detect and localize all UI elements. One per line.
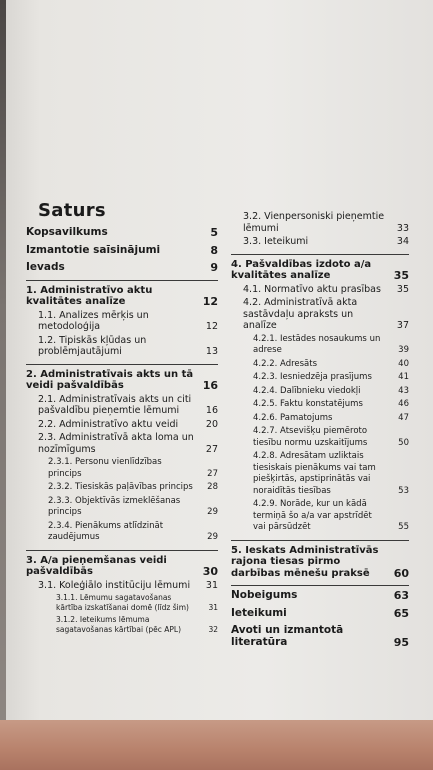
toc-entry-page: 31 — [208, 603, 218, 612]
toc-entry-page: 35 — [393, 269, 409, 282]
toc-entry-title: 2.3.3. Objektīvās izmeklēšanas princips — [48, 495, 181, 517]
toc-entry[interactable] — [26, 555, 218, 578]
toc-entry[interactable] — [26, 580, 218, 592]
toc-left-list — [26, 227, 218, 635]
toc-entry-page: 60 — [393, 566, 409, 580]
toc-entry-page: 39 — [398, 345, 409, 355]
toc-entry-title: 3.1. Koleģiālo institūciju lēmumi — [38, 579, 191, 591]
toc-entry-title: 4. Pašvaldības izdoto a/a kvalitātes analīze — [231, 258, 372, 281]
toc-entry-title: 5. Ieskats Administratīvās rajona tiesas pirmo darbības mēnešu praksē — [231, 544, 379, 579]
toc-entry-page: 32 — [208, 625, 218, 634]
toc-entry[interactable] — [26, 482, 218, 494]
toc-entry-page: 28 — [207, 482, 218, 492]
toc-entry-title: 3.1.1. Lēmumu sagatavošanas kārtība izskatīšanai domē (līdz šim) — [56, 593, 189, 612]
toc-entry[interactable] — [26, 310, 218, 333]
toc-entry-title: 2.3. Administratīvā akta loma un nozīmīgums — [38, 432, 194, 455]
toc-entry[interactable] — [26, 335, 218, 358]
toc-entry-page: 50 — [398, 437, 409, 448]
toc-entry-title: Ieteikumi — [231, 606, 287, 619]
toc-entry-title: 3. A/a pieņemšanas veidi pašvaldībās — [26, 554, 167, 577]
toc-entry-title: 1. Administratīvo aktu kvalitātes analīze — [26, 284, 153, 307]
toc-entry-page: 41 — [398, 372, 409, 382]
toc-entry-title: 4.2.9. Norāde, kur un kādā termiņā šo a/a var apstrīdēt vai pārsūdzēt — [253, 499, 372, 532]
toc-entry[interactable] — [231, 284, 409, 296]
toc-entry-title: Kopsavilkums — [26, 226, 108, 238]
toc-entry-title: 2.3.4. Pienākums atlīdzināt zaudējumus — [48, 520, 164, 542]
toc-entry-title: 4.2.8. Adresātam uzliktais tiesiskais pienākums vai tam piešķirtās, apstiprinātās vai noraidītās tiesības — [253, 451, 376, 496]
section-divider — [26, 550, 218, 551]
toc-entry-page: 29 — [207, 507, 218, 517]
toc-entry-page: 27 — [205, 443, 218, 455]
toc-entry-page: 12 — [202, 295, 218, 308]
toc-entry-title: 2. Administratīvais akts un tā veidi pašvaldībās — [26, 368, 194, 391]
toc-entry-page: 53 — [398, 485, 409, 496]
toc-entry-page: 47 — [398, 412, 409, 423]
toc-entry-title: 4.2.3. Iesniedzēja prasījums — [253, 372, 372, 382]
toc-entry-page: 63 — [393, 589, 409, 602]
toc-entry-title: Ievads — [26, 261, 65, 273]
toc-entry[interactable] — [231, 359, 409, 371]
toc-entry-page: 40 — [398, 358, 409, 369]
toc-entry-page: 30 — [202, 565, 218, 578]
toc-entry[interactable] — [231, 259, 409, 282]
toc-entry[interactable] — [231, 499, 409, 534]
toc-entry[interactable] — [26, 615, 218, 635]
toc-entry[interactable] — [231, 451, 409, 497]
toc-entry[interactable] — [231, 334, 409, 357]
toc-entry[interactable] — [231, 413, 409, 425]
toc-entry-title: 1.2. Tipiskās kļūdas un problēmjautājumi — [38, 334, 147, 357]
toc-entry-title: 4.2.6. Pamatojums — [253, 412, 333, 423]
section-divider — [231, 254, 409, 255]
toc-entry-page: 13 — [205, 346, 218, 357]
toc-entry-page: 34 — [396, 236, 409, 247]
toc-entry-title: Avoti un izmantotā literatūra — [231, 624, 344, 648]
toc-entry-page: 95 — [393, 635, 409, 649]
toc-entry[interactable] — [26, 496, 218, 519]
section-divider — [26, 280, 218, 281]
toc-entry-title: Izmantotie saīsinājumi — [26, 243, 161, 256]
toc-entry[interactable] — [26, 432, 218, 455]
thumb — [0, 720, 433, 770]
toc-entry[interactable] — [231, 608, 409, 620]
toc-entry-title: 3.3. Ieteikumi — [243, 236, 309, 247]
toc-entry[interactable] — [231, 399, 409, 411]
toc-entry[interactable] — [26, 245, 218, 257]
toc-entry[interactable] — [26, 262, 218, 274]
toc-entry-title: 4.2.4. Dalībnieku viedokļi — [253, 385, 361, 396]
toc-entry-title: 2.3.1. Personu vienlīdzības princips — [48, 457, 162, 479]
toc-entry-page: 31 — [205, 579, 218, 591]
toc-entry-page: 35 — [396, 283, 409, 295]
toc-entry-page: 12 — [205, 321, 218, 332]
toc-entry[interactable] — [26, 457, 218, 480]
toc-entry[interactable] — [26, 521, 218, 544]
toc-entry-page: 29 — [207, 532, 218, 542]
toc-entry[interactable] — [231, 297, 409, 332]
toc-entry-title: 4.2. Administratīvā akta sastāvdaļu apraksts un analīze — [243, 297, 358, 331]
section-divider — [231, 540, 409, 541]
toc-entry-page: 16 — [205, 405, 218, 416]
toc-entry-title: 4.2.1. Iestādes nosaukums un adrese — [253, 333, 381, 355]
toc-entry[interactable] — [231, 386, 409, 398]
toc-entry-page: 8 — [210, 243, 218, 257]
toc-entry-page: 27 — [207, 468, 218, 479]
toc-entry[interactable] — [26, 369, 218, 392]
toc-entry[interactable] — [231, 211, 409, 234]
toc-entry-title: 4.2.2. Adresāts — [253, 358, 318, 369]
toc-entry-title: 2.1. Administratīvais akts un citi pašvaldību pieņemtie lēmumi — [38, 393, 192, 416]
toc-left-column — [26, 200, 218, 635]
toc-entry-page: 46 — [398, 399, 409, 409]
toc-entry-page: 9 — [210, 261, 218, 274]
toc-entry-page: 20 — [205, 418, 218, 430]
toc-entry[interactable] — [231, 372, 409, 384]
toc-entry[interactable] — [231, 545, 409, 580]
toc-right-list — [231, 211, 409, 648]
toc-entry-title: 3.2. Vienpersoniski pieņemtie lēmumi — [243, 211, 385, 234]
toc-entry[interactable] — [231, 236, 409, 248]
toc-entry[interactable] — [26, 593, 218, 613]
toc-entry-page: 37 — [396, 320, 409, 331]
toc-entry-page: 5 — [210, 226, 218, 239]
toc-entry[interactable] — [231, 590, 409, 602]
toc-entry[interactable] — [26, 419, 218, 431]
toc-entry-title: 2.2. Administratīvo aktu veidi — [38, 418, 179, 430]
toc-entry[interactable] — [26, 227, 218, 239]
toc-entry-page: 65 — [393, 606, 409, 620]
toc-right-column — [231, 209, 409, 654]
toc-entry-title: 3.1.2. Ieteikums lēmuma sagatavošanas kārtībai (pēc APL) — [56, 615, 182, 634]
section-divider — [231, 585, 409, 586]
toc-entry-page: 16 — [202, 379, 218, 392]
toc-entry-title: Nobeigums — [231, 589, 298, 601]
toc-entry-title: 1.1. Analizes mērķis un metodoloģija — [38, 309, 149, 332]
toc-entry-title: 4.2.5. Faktu konstatējums — [253, 399, 363, 409]
toc-entry-title: 2.3.2. Tiesiskās paļāvības princips — [48, 482, 193, 492]
toc-entry[interactable] — [231, 426, 409, 449]
toc-entry-page: 33 — [396, 222, 409, 234]
toc-entry-page: 43 — [398, 385, 409, 396]
toc-entry-title: 4.2.7. Atsevišķu piemēroto tiesību normu uzskaitījums — [253, 426, 368, 448]
toc-entry-title: 4.1. Normatīvo aktu prasības — [243, 283, 381, 295]
toc-entry[interactable] — [26, 394, 218, 417]
toc-title: Saturs — [38, 200, 106, 221]
section-divider — [26, 364, 218, 365]
toc-entry[interactable] — [26, 285, 218, 308]
toc-entry[interactable] — [231, 625, 409, 648]
toc-entry-page: 55 — [398, 522, 409, 532]
